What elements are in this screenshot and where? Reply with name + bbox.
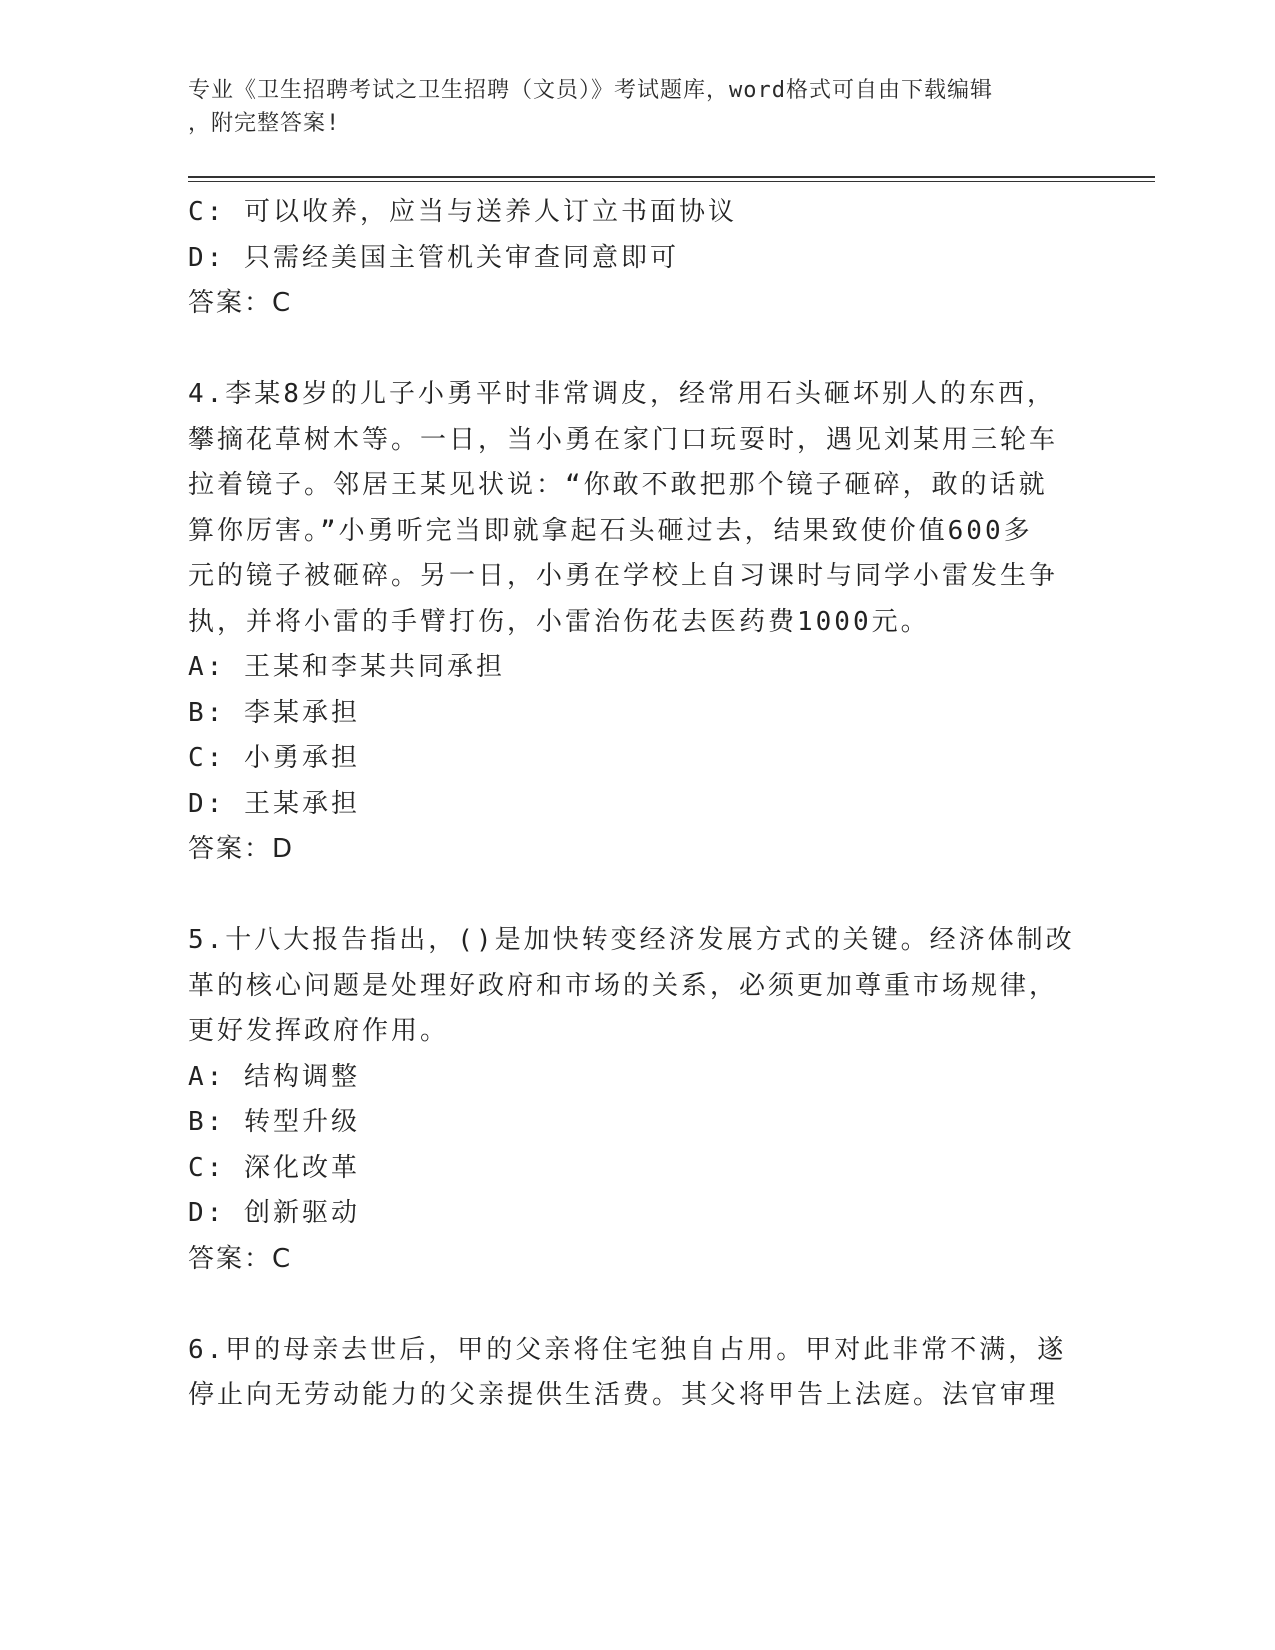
q4-text-line: 4.李某8岁的儿子小勇平时非常调皮，经常用石头砸坏别人的东西， (188, 379, 1056, 409)
q5-text-line: 5.十八大报告指出，()是加快转变经济发展方式的关键。经济体制改 (188, 925, 1075, 955)
q6-text-line: 停止向无劳动能力的父亲提供生活费。其父将甲告上法庭。法官审理 (188, 1380, 1059, 1410)
q4-text-line: 拉着镜子。邻居王某见状说：“你敢不敢把那个镜子砸碎，敢的话就 (188, 470, 1048, 500)
q4-answer: 答案：D (188, 834, 295, 864)
q5-text-line: 更好发挥政府作用。 (188, 1016, 450, 1046)
q5-option-c: C: 深化改革 (188, 1152, 360, 1183)
q5-text-line: 革的核心问题是处理好政府和市场的关系，必须更加尊重市场规律， (188, 970, 1059, 1001)
q5-option-a: A: 结构调整 (188, 1061, 360, 1092)
document-header (188, 74, 1068, 140)
question-4 (188, 372, 1068, 873)
header-line-1: 专业《卫生招聘考试之卫生招聘（文员）》考试题库，word格式可自由下载编辑 (188, 78, 993, 103)
question-5 (188, 918, 1075, 1282)
q4-option-c: C: 小勇承担 (188, 743, 360, 773)
spacer (188, 327, 1068, 373)
header-line-2: ，附完整答案! (188, 111, 341, 136)
question-6 (188, 1328, 1068, 1419)
spacer (188, 1282, 1068, 1328)
q4-text-line: 元的镜子被砸碎。另一日，小勇在学校上自习课时与同学小雷发生争 (188, 561, 1059, 591)
spacer (188, 873, 1068, 919)
q4-option-d: D: 王某承担 (188, 788, 360, 819)
q4-option-b: B: 李某承担 (188, 697, 360, 728)
header-divider-thick (188, 176, 1155, 178)
q3-option-c: C: 可以收养，应当与送养人订立书面协议 (188, 197, 737, 227)
q4-option-a: A: 王某和李某共同承担 (188, 652, 505, 682)
q5-option-b: B: 转型升级 (188, 1107, 360, 1137)
q4-text-line: 攀摘花草树木等。一日，当小勇在家门口玩耍时，遇见刘某用三轮车 (188, 424, 1059, 455)
q5-answer: 答案：C (188, 1243, 293, 1274)
q6-text-line: 6.甲的母亲去世后，甲的父亲将住宅独自占用。甲对此非常不满，遂 (188, 1334, 1067, 1365)
header-divider-thin (188, 181, 1155, 182)
document-body (188, 190, 1075, 1419)
q5-option-d: D: 创新驱动 (188, 1198, 360, 1228)
q3-option-d: D: 只需经美国主管机关审查同意即可 (188, 242, 679, 273)
q4-text-line: 算你厉害。”小勇听完当即就拿起石头砸过去，结果致使价值600多 (188, 515, 1033, 546)
q3-answer: 答案：C (188, 288, 293, 318)
q4-text-line: 执，并将小雷的手臂打伤，小雷治伤花去医药费1000元。 (188, 606, 930, 637)
